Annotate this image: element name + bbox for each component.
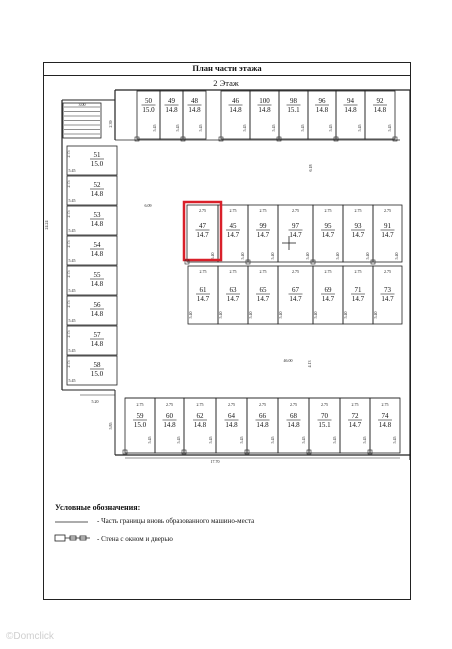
space-47-area: 14.7 [196, 231, 209, 239]
dim-space-depth: 5.45 [208, 436, 213, 444]
dim-4600: 46.00 [283, 358, 293, 363]
dim-space-width: 2.75 [228, 402, 235, 407]
space-95-area: 14.7 [321, 231, 335, 239]
dim-space-width: 2.75 [66, 360, 71, 368]
dim-585: 5.85 [108, 422, 113, 430]
space-58-number: 58 [93, 361, 101, 369]
dim-space-width: 2.75 [354, 269, 362, 274]
dim-space-depth: 5.45 [176, 436, 181, 444]
dim-stair-width: 3.00 [78, 102, 86, 107]
space-62-number: 62 [196, 412, 204, 420]
dim-space-depth: 5.40 [365, 252, 370, 260]
space-69-area: 14.7 [321, 295, 335, 303]
dim-space-width: 2.75 [196, 402, 204, 407]
dim-space-depth: 5.40 [313, 311, 318, 319]
space-62-area: 14.8 [193, 421, 207, 429]
space-67-area: 14.7 [289, 295, 302, 303]
dim-space-depth: 5.40 [394, 252, 399, 260]
dim-space-width: 2.75 [66, 150, 71, 158]
dim-space-width: 2.75 [290, 402, 297, 407]
space-99-area: 14.7 [256, 231, 270, 239]
dim-space-depth: 5.40 [335, 252, 340, 260]
space-57-number: 57 [93, 331, 101, 339]
space-67-number: 67 [292, 286, 299, 294]
space-100-area: 14.8 [258, 106, 271, 114]
space-91-area: 14.7 [381, 231, 394, 239]
space-46-number: 46 [232, 97, 239, 105]
space-59-number: 59 [136, 412, 144, 420]
dim-space-depth: 5.40 [210, 252, 215, 260]
dim-space-depth: 5.40 [343, 311, 348, 319]
space-53-area: 14.8 [90, 220, 104, 228]
dim-space-depth: 5.40 [270, 252, 275, 260]
space-70-number: 70 [321, 412, 328, 420]
space-94-area: 14.8 [344, 106, 357, 114]
dim-space-depth: 5.45 [392, 436, 397, 444]
dim-space-width: 2.75 [384, 269, 391, 274]
legend-item-wall: - Стена с окном и дверью [97, 535, 173, 543]
space-69-number: 69 [324, 286, 332, 294]
space-98-area: 15.1 [287, 106, 300, 114]
dim-space-depth: 5.45 [68, 348, 76, 353]
space-71-area: 14.7 [351, 295, 365, 303]
space-51-number: 51 [93, 151, 101, 159]
dim-space-width: 2.75 [292, 269, 299, 274]
space-99-number: 99 [259, 222, 267, 230]
dim-space-width: 2.75 [384, 208, 391, 213]
space-55-area: 14.8 [90, 280, 104, 288]
space-74-number: 74 [381, 412, 389, 420]
space-97-number: 97 [292, 222, 299, 230]
dim-space-depth: 5.45 [68, 378, 76, 383]
dim-609: 6.09 [144, 203, 152, 208]
dim-space-depth: 5.40 [240, 252, 245, 260]
dim-space-depth: 5.45 [387, 124, 392, 132]
dim-space-width: 2.75 [166, 402, 173, 407]
dim-space-depth: 5.40 [278, 311, 283, 319]
space-91-number: 91 [384, 222, 391, 230]
space-70-area: 15.1 [318, 421, 331, 429]
dim-520: 5.20 [91, 399, 99, 404]
space-92-area: 14.8 [373, 106, 387, 114]
space-63-area: 14.7 [226, 295, 240, 303]
dim-space-width: 2.75 [66, 210, 71, 218]
dim-stair-depth: 2.39 [108, 120, 113, 128]
space-52-area: 14.8 [90, 190, 104, 198]
dim-space-width: 2.75 [259, 269, 267, 274]
dim-space-depth: 5.45 [239, 436, 244, 444]
space-60-number: 60 [166, 412, 173, 420]
dim-space-width: 2.75 [199, 208, 206, 213]
dim-space-width: 2.75 [292, 208, 299, 213]
dim-413: 4.13 [307, 360, 312, 368]
space-50-number: 50 [145, 97, 152, 105]
space-100-number: 100 [259, 97, 270, 105]
space-60-area: 14.8 [163, 421, 176, 429]
dim-space-depth: 5.45 [68, 258, 76, 263]
space-57-area: 14.8 [90, 340, 104, 348]
dim-space-width: 2.75 [324, 269, 332, 274]
dim-space-depth: 5.40 [188, 311, 193, 319]
dim-space-depth: 5.45 [300, 124, 305, 132]
dim-space-width: 2.75 [324, 208, 332, 213]
space-92-number: 92 [376, 97, 384, 105]
space-56-number: 56 [93, 301, 101, 309]
space-56-area: 14.8 [90, 310, 104, 318]
space-61-number: 61 [199, 286, 207, 294]
space-71-number: 71 [354, 286, 362, 294]
dim-space-width: 2.75 [259, 402, 266, 407]
space-97-area: 14.7 [289, 231, 302, 239]
dim-space-depth: 5.45 [332, 436, 337, 444]
space-48-area: 14.8 [188, 106, 201, 114]
space-63-number: 63 [229, 286, 237, 294]
dim-space-depth: 5.45 [301, 436, 306, 444]
dim-space-width: 2.75 [66, 270, 71, 278]
dim-space-width: 2.75 [321, 402, 328, 407]
floor-label: 2 Этаж [213, 78, 239, 88]
space-68-area: 14.8 [287, 421, 300, 429]
dim-space-width: 2.75 [66, 300, 71, 308]
space-96-area: 14.8 [315, 106, 329, 114]
dim-space-width: 2.75 [66, 240, 71, 248]
space-58-area: 15.0 [90, 370, 104, 378]
legend-wall-symbol [55, 535, 65, 541]
space-98-number: 98 [290, 97, 297, 105]
space-66-number: 66 [259, 412, 266, 420]
dim-space-width: 2.75 [229, 208, 237, 213]
space-53-number: 53 [93, 211, 101, 219]
space-49-number: 49 [168, 97, 175, 105]
plan-title: План части этажа [43, 62, 411, 76]
dim-space-width: 2.75 [354, 208, 362, 213]
dim-1770: 17.70 [210, 459, 220, 464]
space-48-number: 48 [191, 97, 198, 105]
space-65-area: 14.7 [256, 295, 270, 303]
dim-space-depth: 5.45 [357, 124, 362, 132]
space-50-area: 15.0 [142, 106, 155, 114]
space-49-area: 14.8 [165, 106, 178, 114]
space-54-number: 54 [93, 241, 101, 249]
dim-space-width: 2.75 [66, 330, 71, 338]
dim-space-depth: 5.40 [373, 311, 378, 319]
dim-space-depth: 5.45 [362, 436, 367, 444]
space-93-area: 14.7 [351, 231, 365, 239]
dim-space-width: 2.75 [229, 269, 237, 274]
space-73-area: 14.7 [381, 295, 394, 303]
space-65-number: 65 [259, 286, 267, 294]
dim-space-depth: 5.45 [68, 198, 76, 203]
dim-618: 6.18 [308, 164, 313, 172]
dim-space-depth: 5.45 [68, 228, 76, 233]
dim-space-width: 2.75 [136, 402, 144, 407]
space-74-area: 14.8 [378, 421, 392, 429]
space-47-number: 47 [199, 222, 206, 230]
dim-space-depth: 5.45 [152, 124, 157, 132]
space-51-area: 15.0 [90, 160, 104, 168]
dim-space-depth: 5.45 [270, 436, 275, 444]
dim-space-depth: 5.45 [68, 318, 76, 323]
dim-space-depth: 5.45 [271, 124, 276, 132]
space-64-number: 64 [228, 412, 235, 420]
space-55-number: 55 [93, 271, 101, 279]
dim-space-width: 2.75 [199, 269, 207, 274]
space-93-number: 93 [354, 222, 362, 230]
watermark: ©Domclick [6, 631, 54, 642]
space-45-number: 45 [229, 222, 237, 230]
legend-title: Условные обозначения: [55, 503, 141, 512]
space-45-area: 14.7 [226, 231, 240, 239]
dim-space-width: 2.75 [66, 180, 71, 188]
dim-space-depth: 5.40 [218, 311, 223, 319]
legend-item-boundary: - Часть границы вновь образованного машино-места [97, 517, 255, 525]
dim-2424: 24.24 [44, 220, 49, 230]
space-64-area: 14.8 [225, 421, 238, 429]
dim-space-depth: 5.40 [305, 252, 310, 260]
dim-space-depth: 5.45 [242, 124, 247, 132]
dim-space-depth: 5.40 [248, 311, 253, 319]
space-72-area: 14.7 [348, 421, 362, 429]
dim-space-depth: 5.45 [198, 124, 203, 132]
space-96-number: 96 [318, 97, 326, 105]
space-95-number: 95 [324, 222, 332, 230]
dim-space-depth: 5.45 [68, 288, 76, 293]
space-73-number: 73 [384, 286, 391, 294]
dim-space-width: 2.75 [351, 402, 359, 407]
space-52-number: 52 [93, 181, 101, 189]
dim-space-depth: 5.45 [68, 168, 76, 173]
dim-space-width: 2.75 [381, 402, 389, 407]
space-94-number: 94 [347, 97, 354, 105]
dim-space-depth: 5.45 [147, 436, 152, 444]
space-54-area: 14.8 [90, 250, 104, 258]
space-66-area: 14.8 [256, 421, 269, 429]
dim-space-depth: 5.45 [328, 124, 333, 132]
dim-space-depth: 5.45 [175, 124, 180, 132]
space-61-area: 14.7 [196, 295, 210, 303]
space-59-area: 15.0 [133, 421, 147, 429]
space-68-number: 68 [290, 412, 297, 420]
dim-space-width: 2.75 [259, 208, 267, 213]
space-72-number: 72 [351, 412, 359, 420]
space-46-area: 14.8 [229, 106, 242, 114]
